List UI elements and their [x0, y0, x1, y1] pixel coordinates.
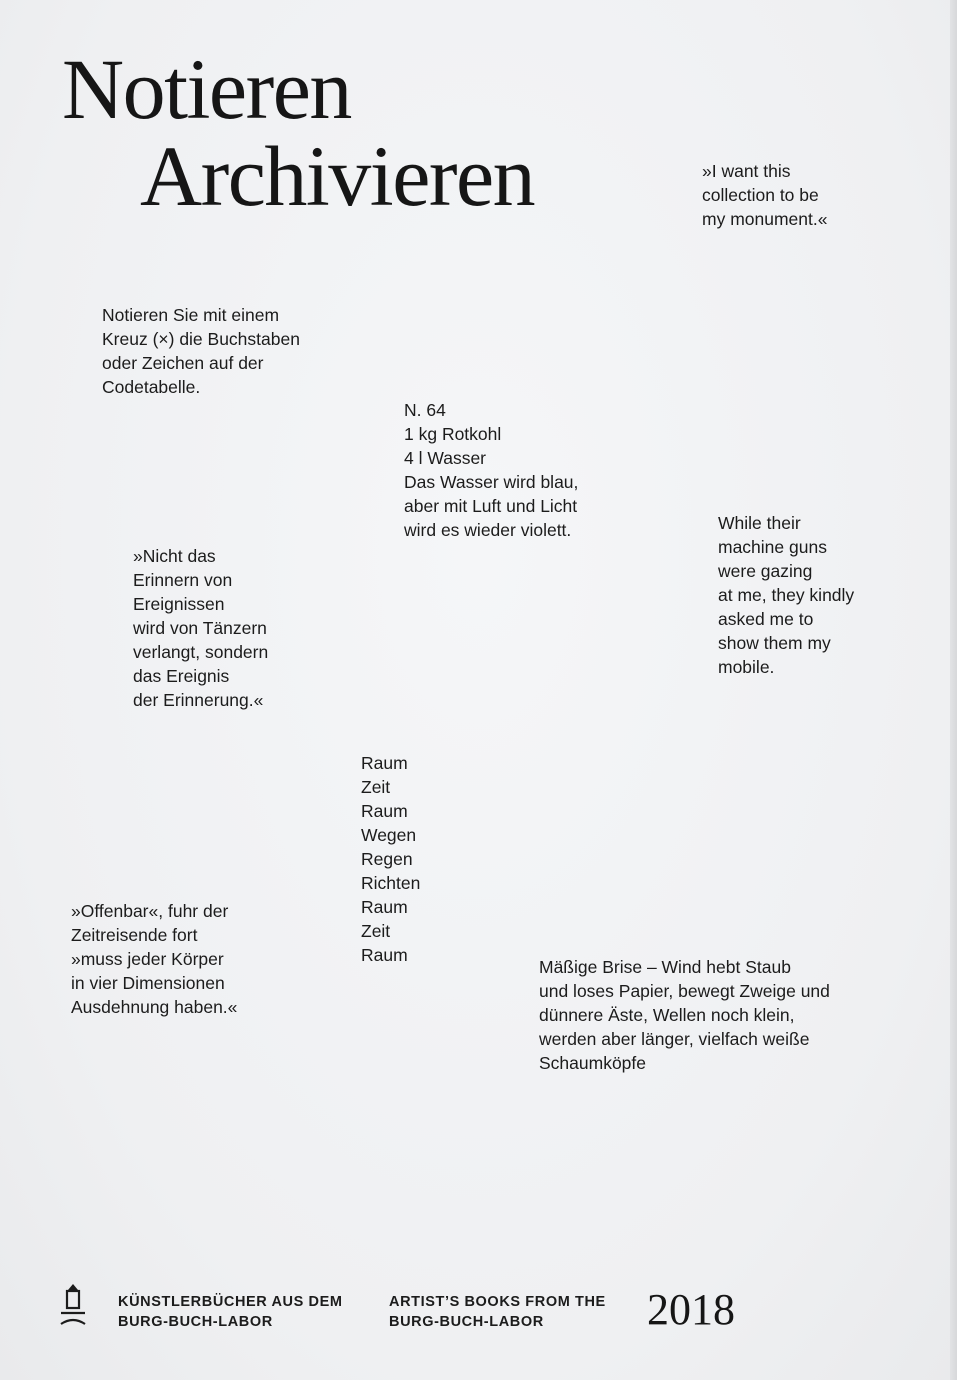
text-line: Zeit — [361, 777, 391, 797]
text-line: verlangt, sondern — [133, 642, 269, 662]
quote-erinnern — [133, 544, 268, 712]
text-line: asked me to — [718, 609, 814, 629]
text-line: dünnere Äste, Wellen noch klein, — [539, 1005, 795, 1025]
text-line: Schaumköpfe — [539, 1053, 647, 1073]
title-line-2: Archivieren — [140, 128, 535, 224]
text-line: aber mit Luft und Licht — [404, 496, 578, 516]
text-line: »Nicht das — [133, 546, 216, 566]
tower-logo-icon — [58, 1283, 88, 1331]
text-raum-zeit — [361, 751, 420, 967]
text-line: Mäßige Brise – Wind hebt Staub — [539, 957, 791, 977]
text-line: Das Wasser wird blau, — [404, 472, 579, 492]
text-brise — [539, 955, 830, 1075]
text-notieren — [102, 303, 300, 399]
text-line: oder Zeichen auf der — [102, 353, 264, 373]
text-line: der Erinnerung.« — [133, 690, 264, 710]
text-line: my monument.« — [702, 209, 828, 229]
title-line-1: Notieren — [62, 41, 351, 137]
text-line: Raum — [361, 897, 408, 917]
text-line: »muss jeder Körper — [71, 949, 224, 969]
text-line: Raum — [361, 801, 408, 821]
footer-english — [389, 1292, 606, 1332]
text-machine-guns — [718, 511, 854, 679]
text-line: »I want this — [702, 161, 791, 181]
footer-line: KÜNSTLERBÜCHER AUS DEM — [118, 1294, 343, 1310]
text-line: collection to be — [702, 185, 819, 205]
quote-monument — [702, 159, 827, 231]
text-line: werden aber länger, vielfach weiße — [539, 1029, 810, 1049]
footer-german — [118, 1292, 343, 1332]
text-line: Raum — [361, 945, 408, 965]
text-line: Kreuz (×) die Buchstaben — [102, 329, 300, 349]
text-line: Erinnern von — [133, 570, 233, 590]
text-line: Ausdehnung haben.« — [71, 997, 238, 1017]
text-line: »Offenbar«, fuhr der — [71, 901, 229, 921]
text-line: were gazing — [718, 561, 813, 581]
text-line: Codetabelle. — [102, 377, 201, 397]
text-line: Zeit — [361, 921, 391, 941]
text-line: wird von Tänzern — [133, 618, 267, 638]
text-line: Wegen — [361, 825, 417, 845]
footer-line: BURG-BUCH-LABOR — [389, 1314, 544, 1330]
text-line: show them my — [718, 633, 831, 653]
text-line: Zeitreisende fort — [71, 925, 198, 945]
text-line: N. 64 — [404, 400, 446, 420]
text-line: Ereignissen — [133, 594, 225, 614]
cover-edge — [950, 0, 957, 1380]
quote-offenbar — [71, 899, 237, 1019]
text-line: 4 l Wasser — [404, 448, 487, 468]
text-line: at me, they kindly — [718, 585, 855, 605]
text-line: das Ereignis — [133, 666, 230, 686]
year: 2018 — [647, 1285, 735, 1334]
text-recipe — [404, 398, 578, 542]
text-line: 1 kg Rotkohl — [404, 424, 502, 444]
text-line: Regen — [361, 849, 413, 869]
text-line: While their — [718, 513, 801, 533]
text-line: und loses Papier, bewegt Zweige und — [539, 981, 830, 1001]
text-line: machine guns — [718, 537, 827, 557]
text-line: wird es wieder violett. — [404, 520, 572, 540]
text-line: Raum — [361, 753, 408, 773]
text-line: mobile. — [718, 657, 775, 677]
text-line: Notieren Sie mit einem — [102, 305, 280, 325]
text-line: in vier Dimensionen — [71, 973, 225, 993]
text-line: Richten — [361, 873, 421, 893]
footer-line: BURG-BUCH-LABOR — [118, 1314, 273, 1330]
footer-line: ARTIST’S BOOKS FROM THE — [389, 1294, 606, 1310]
